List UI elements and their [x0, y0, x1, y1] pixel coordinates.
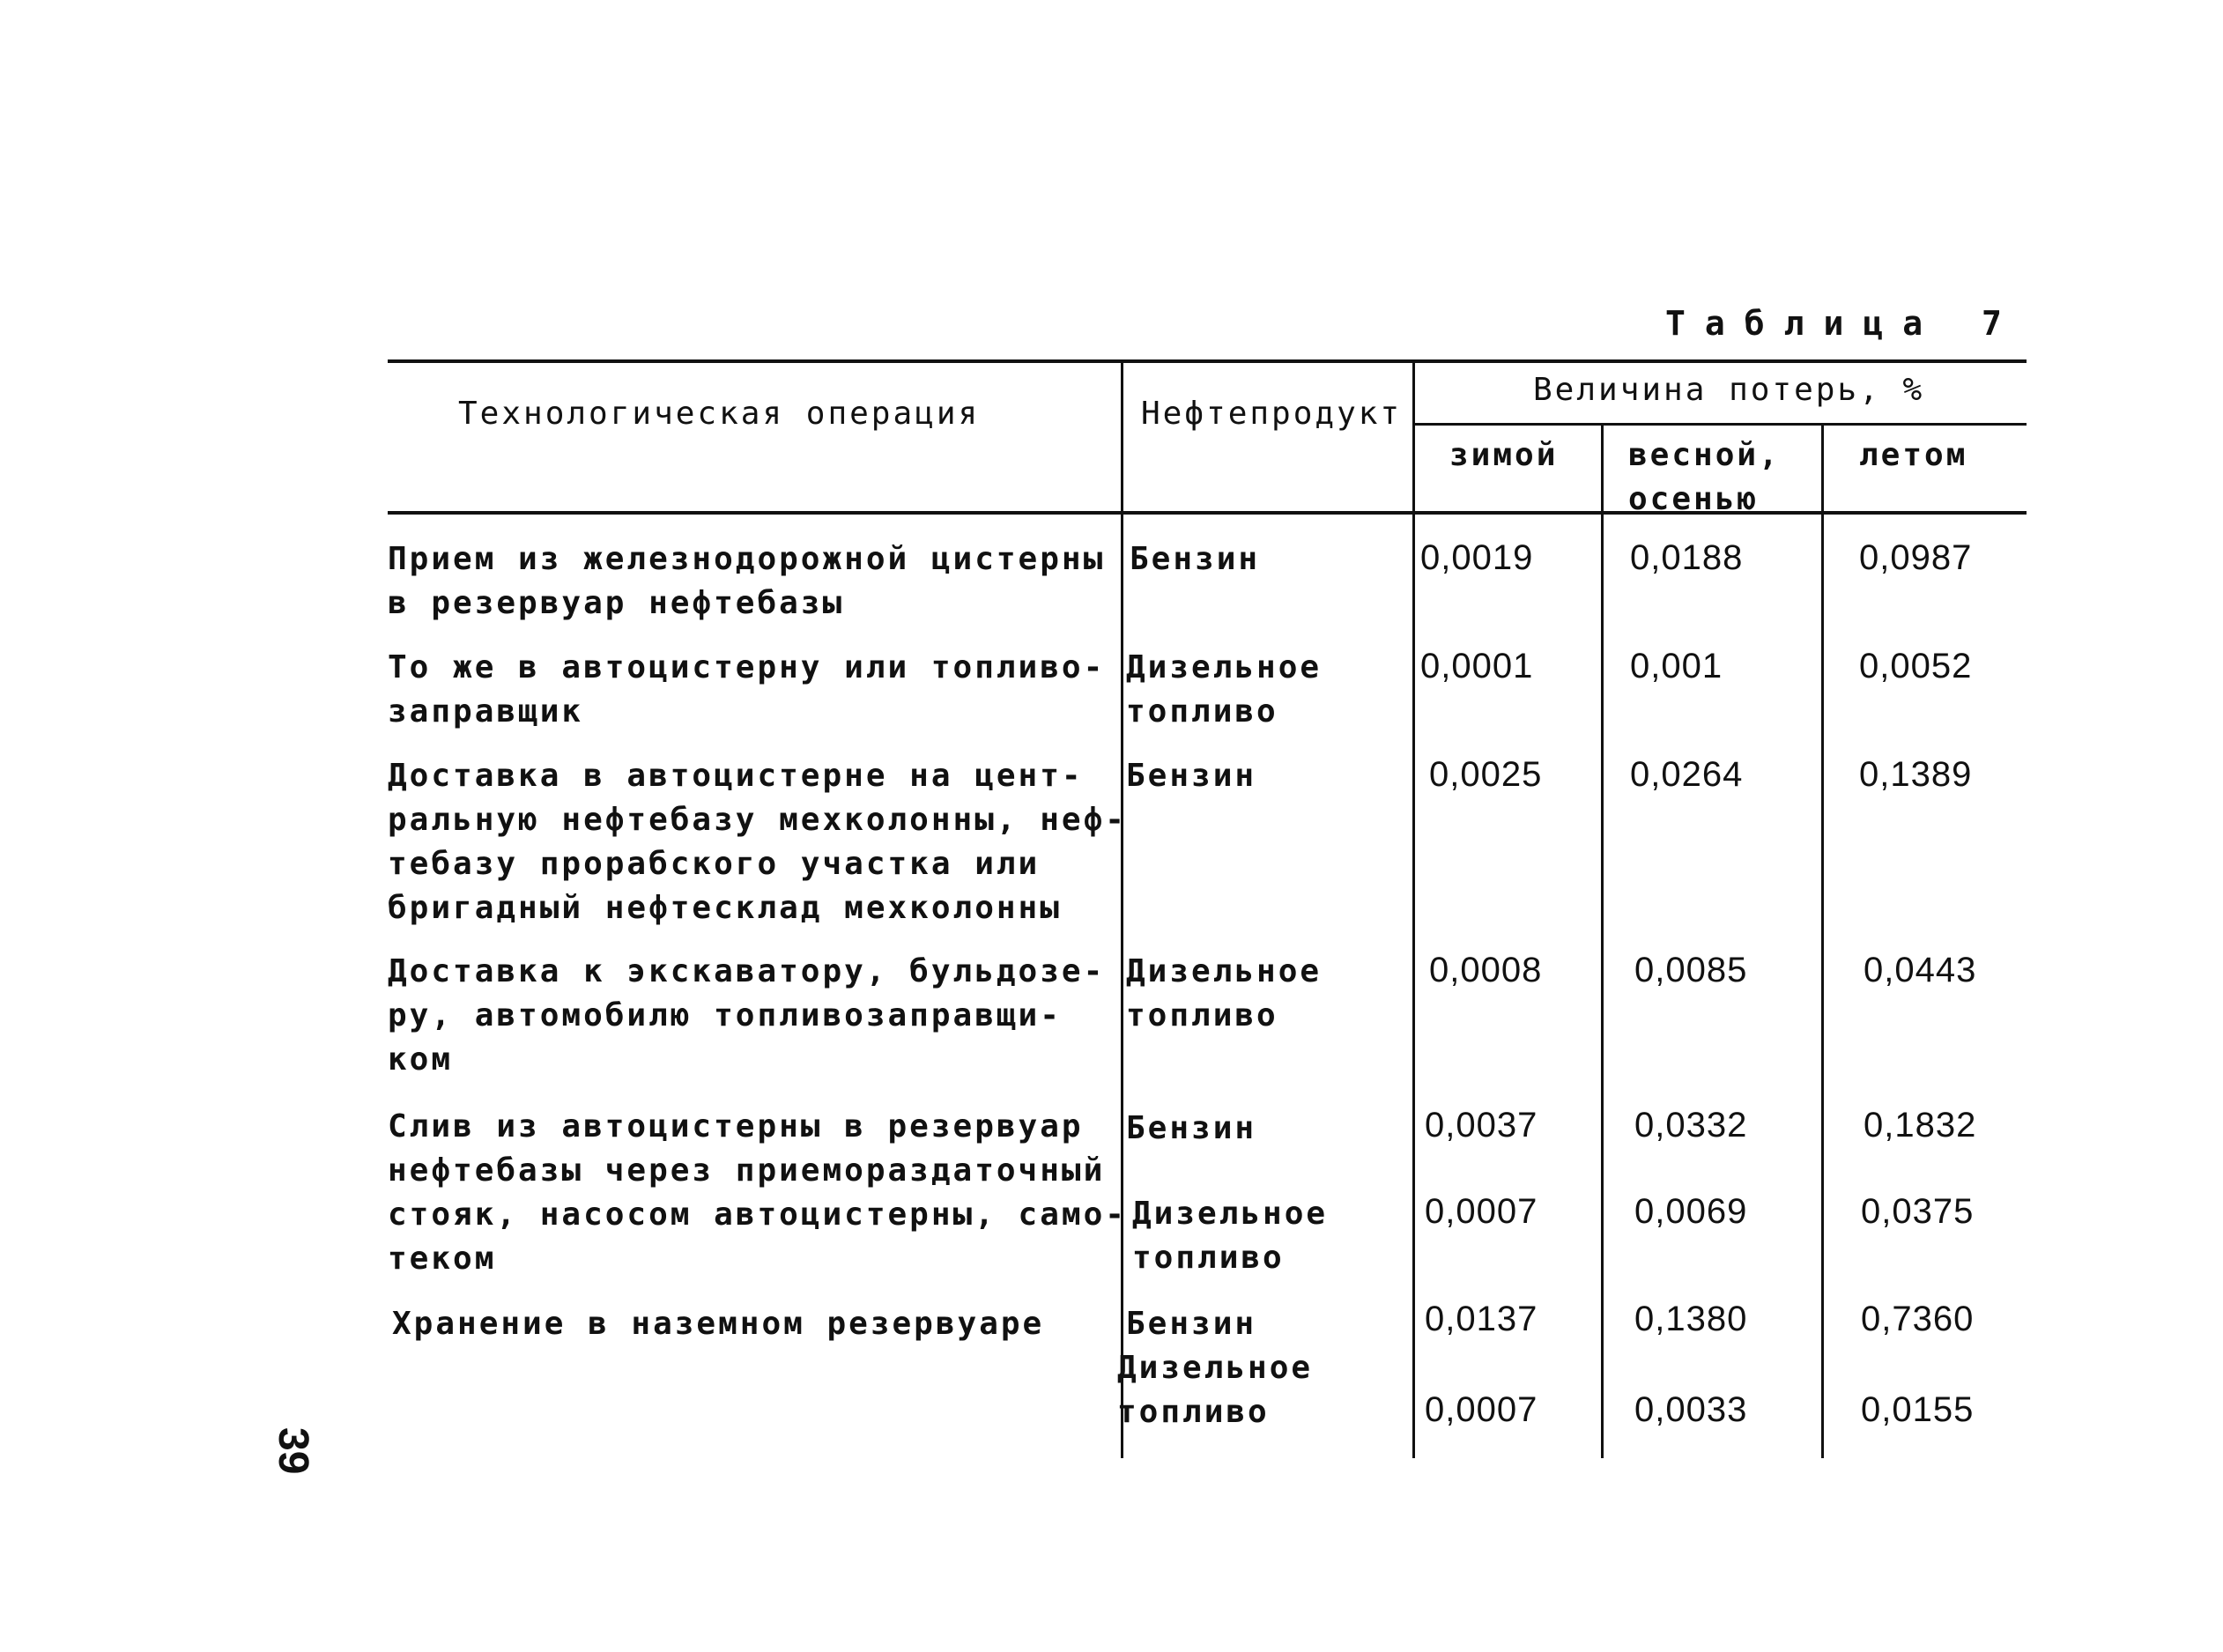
table-row-operation: Слив из автоцистерны в резервуар нефтебазы через приемораздаточный стояк, насосом автоцистерны, само- теком	[388, 1108, 1127, 1277]
table-row-winter: 0,0137	[1425, 1300, 1538, 1338]
table-row-product: Бензин	[1126, 1306, 1257, 1342]
table-row-winter: 0,0007	[1425, 1192, 1538, 1231]
table-row-spring: 0,0188	[1630, 538, 1744, 577]
table-row-spring: 0,1380	[1634, 1300, 1748, 1338]
table-row-summer: 0,7360	[1861, 1300, 1975, 1338]
table-row-winter: 0,0025	[1429, 755, 1543, 794]
column-divider-product	[1412, 361, 1415, 1458]
header-losses: Величина потерь, %	[1533, 372, 1925, 408]
page-number: 39	[270, 1427, 316, 1475]
table-row-spring: 0,001	[1630, 647, 1723, 685]
table-row-summer: 0,0987	[1859, 538, 1973, 577]
table-row-operation: Хранение в наземном резервуаре	[392, 1306, 1045, 1342]
table-row-spring: 0,0085	[1634, 951, 1748, 989]
table-row-product: Дизельное топливо	[1126, 953, 1323, 1033]
table-row-operation: То же в автоцистерну или топливо- заправщик	[388, 649, 1106, 730]
table-row-summer: 0,0443	[1864, 951, 1977, 989]
table-row-spring: 0,0069	[1634, 1192, 1748, 1231]
header-summer: летом	[1859, 437, 1968, 473]
table-row-spring: 0,0264	[1630, 755, 1744, 794]
table-row-winter: 0,0037	[1425, 1106, 1538, 1145]
header-spring-autumn: весной, осенью	[1628, 437, 1781, 517]
table-row-winter: 0,0007	[1425, 1390, 1538, 1429]
header-bottom-rule	[388, 511, 2027, 515]
table-row-summer: 0,1832	[1864, 1106, 1977, 1145]
header-product: Нефтепродукт	[1141, 396, 1403, 432]
table-row-product: Дизельное топливо	[1132, 1196, 1329, 1276]
table-row-summer: 0,0052	[1859, 647, 1973, 685]
table-row-product: Бензин	[1126, 758, 1257, 794]
header-operation: Технологическая операция	[458, 396, 981, 432]
table-row-winter: 0,0019	[1420, 538, 1534, 577]
table-row-spring: 0,0332	[1634, 1106, 1748, 1145]
table-row-summer: 0,0375	[1861, 1192, 1975, 1231]
table-row-product: Бензин	[1130, 541, 1261, 577]
table-row-operation: Прием из железнодорожной цистерны в резервуар нефтебазы	[388, 541, 1106, 621]
table-caption: Таблица 7	[1665, 304, 2021, 343]
table-row-summer: 0,1389	[1859, 755, 1973, 794]
losses-subheader-rule	[1414, 423, 2027, 426]
table-row-product: Дизельное топливо	[1126, 649, 1323, 730]
table-row-spring: 0,0033	[1634, 1390, 1748, 1429]
table-row-operation: Доставка в автоцистерне на цент- ральную нефтебазу мехколонны, неф- тебазу прорабского участка или бригадный нефтесклад мехколонны	[388, 758, 1127, 926]
table-row-summer: 0,0155	[1861, 1390, 1975, 1429]
table-row-winter: 0,0008	[1429, 951, 1543, 989]
column-divider-spring	[1821, 425, 1824, 1458]
header-winter: зимой	[1449, 437, 1559, 473]
table-row-product: Бензин	[1126, 1110, 1257, 1146]
table-row-winter: 0,0001	[1420, 647, 1534, 685]
table-row-operation: Доставка к экскаватору, бульдозе- ру, автомобилю топливозаправщи- ком	[388, 953, 1106, 1078]
table-top-rule	[388, 359, 2027, 363]
column-divider-winter	[1601, 425, 1604, 1458]
table-row-product: Дизельное топливо	[1117, 1350, 1314, 1430]
